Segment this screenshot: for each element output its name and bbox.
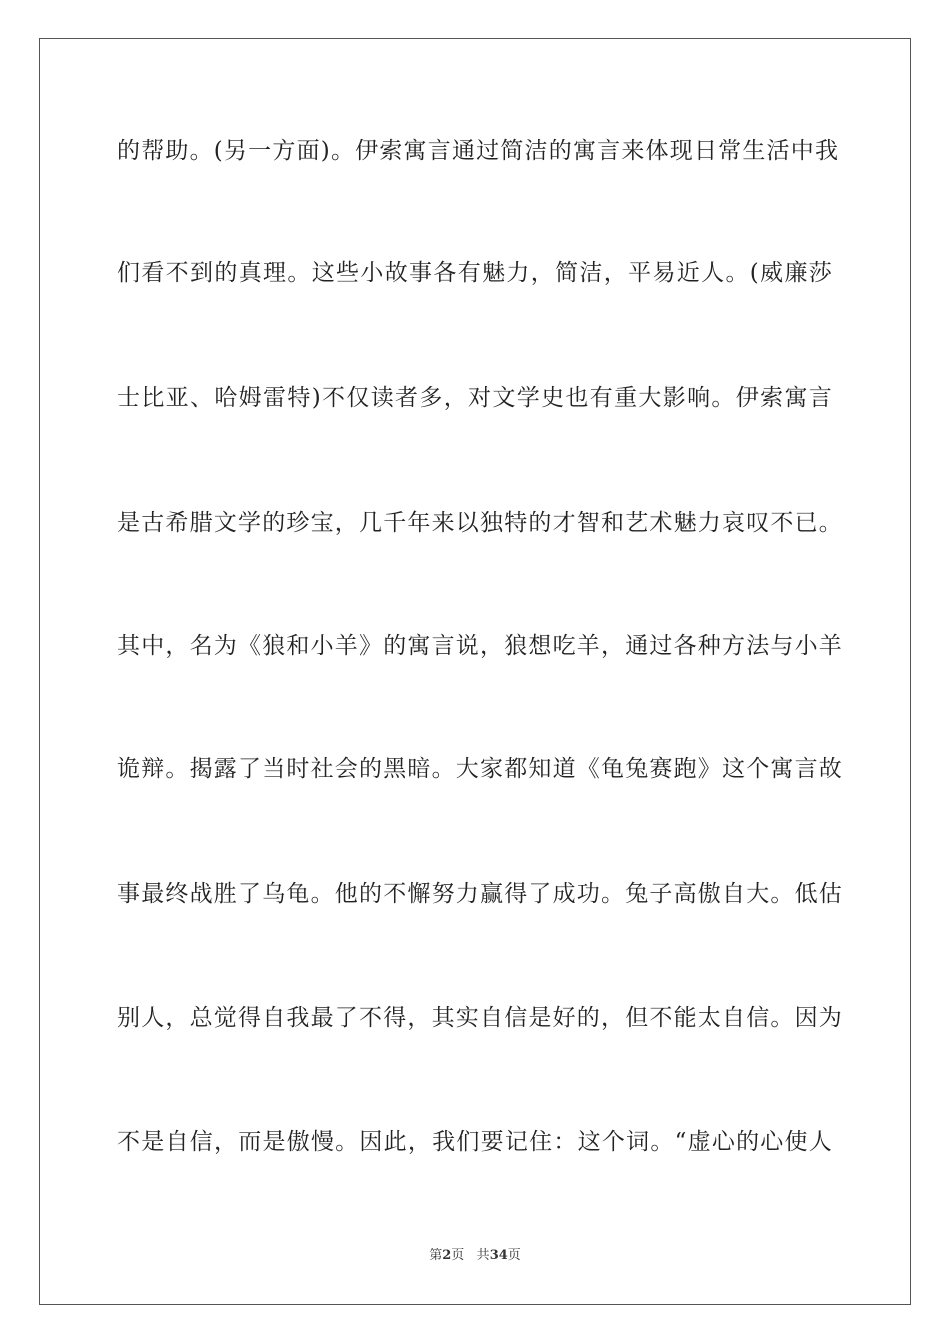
body-text-line-1: 的帮助。(另一方面)。伊索寓言通过简洁的寓言来体现日常生活中我	[117, 138, 840, 164]
total-suffix: 页	[507, 1248, 521, 1263]
body-text-line-5: 其中，名为《狼和小羊》的寓言说，狼想吃羊，通过各种方法与小羊	[117, 633, 843, 659]
body-text-line-8: 别人，总觉得自我最了不得，其实自信是好的，但不能太自信。因为	[117, 1005, 843, 1031]
body-text-line-4: 是古希腊文学的珍宝，几千年来以独特的才智和艺术魅力哀叹不已。	[117, 510, 843, 536]
page-border	[39, 38, 911, 1305]
body-text-line-3: 士比亚、哈姆雷特)不仅读者多，对文学史也有重大影响。伊索寓言	[117, 385, 833, 411]
body-text-line-7: 事最终战胜了乌龟。他的不懈努力赢得了成功。兔子高傲自大。低估	[117, 881, 843, 907]
body-text-line-6: 诡辩。揭露了当时社会的黑暗。大家都知道《龟兔赛跑》这个寓言故	[117, 756, 843, 782]
page-suffix: 页	[451, 1248, 465, 1263]
total-pages: 34	[489, 1248, 508, 1263]
page-number: 2	[442, 1248, 452, 1263]
total-prefix: 共	[476, 1248, 490, 1263]
page-prefix: 第	[429, 1248, 443, 1263]
body-text-line-9: 不是自信，而是傲慢。因此，我们要记住：这个词。“虚心的心使人	[117, 1129, 833, 1155]
body-text-line-2: 们看不到的真理。这些小故事各有魅力，简洁，平易近人。(威廉莎	[117, 260, 833, 286]
page-footer	[0, 1247, 950, 1265]
